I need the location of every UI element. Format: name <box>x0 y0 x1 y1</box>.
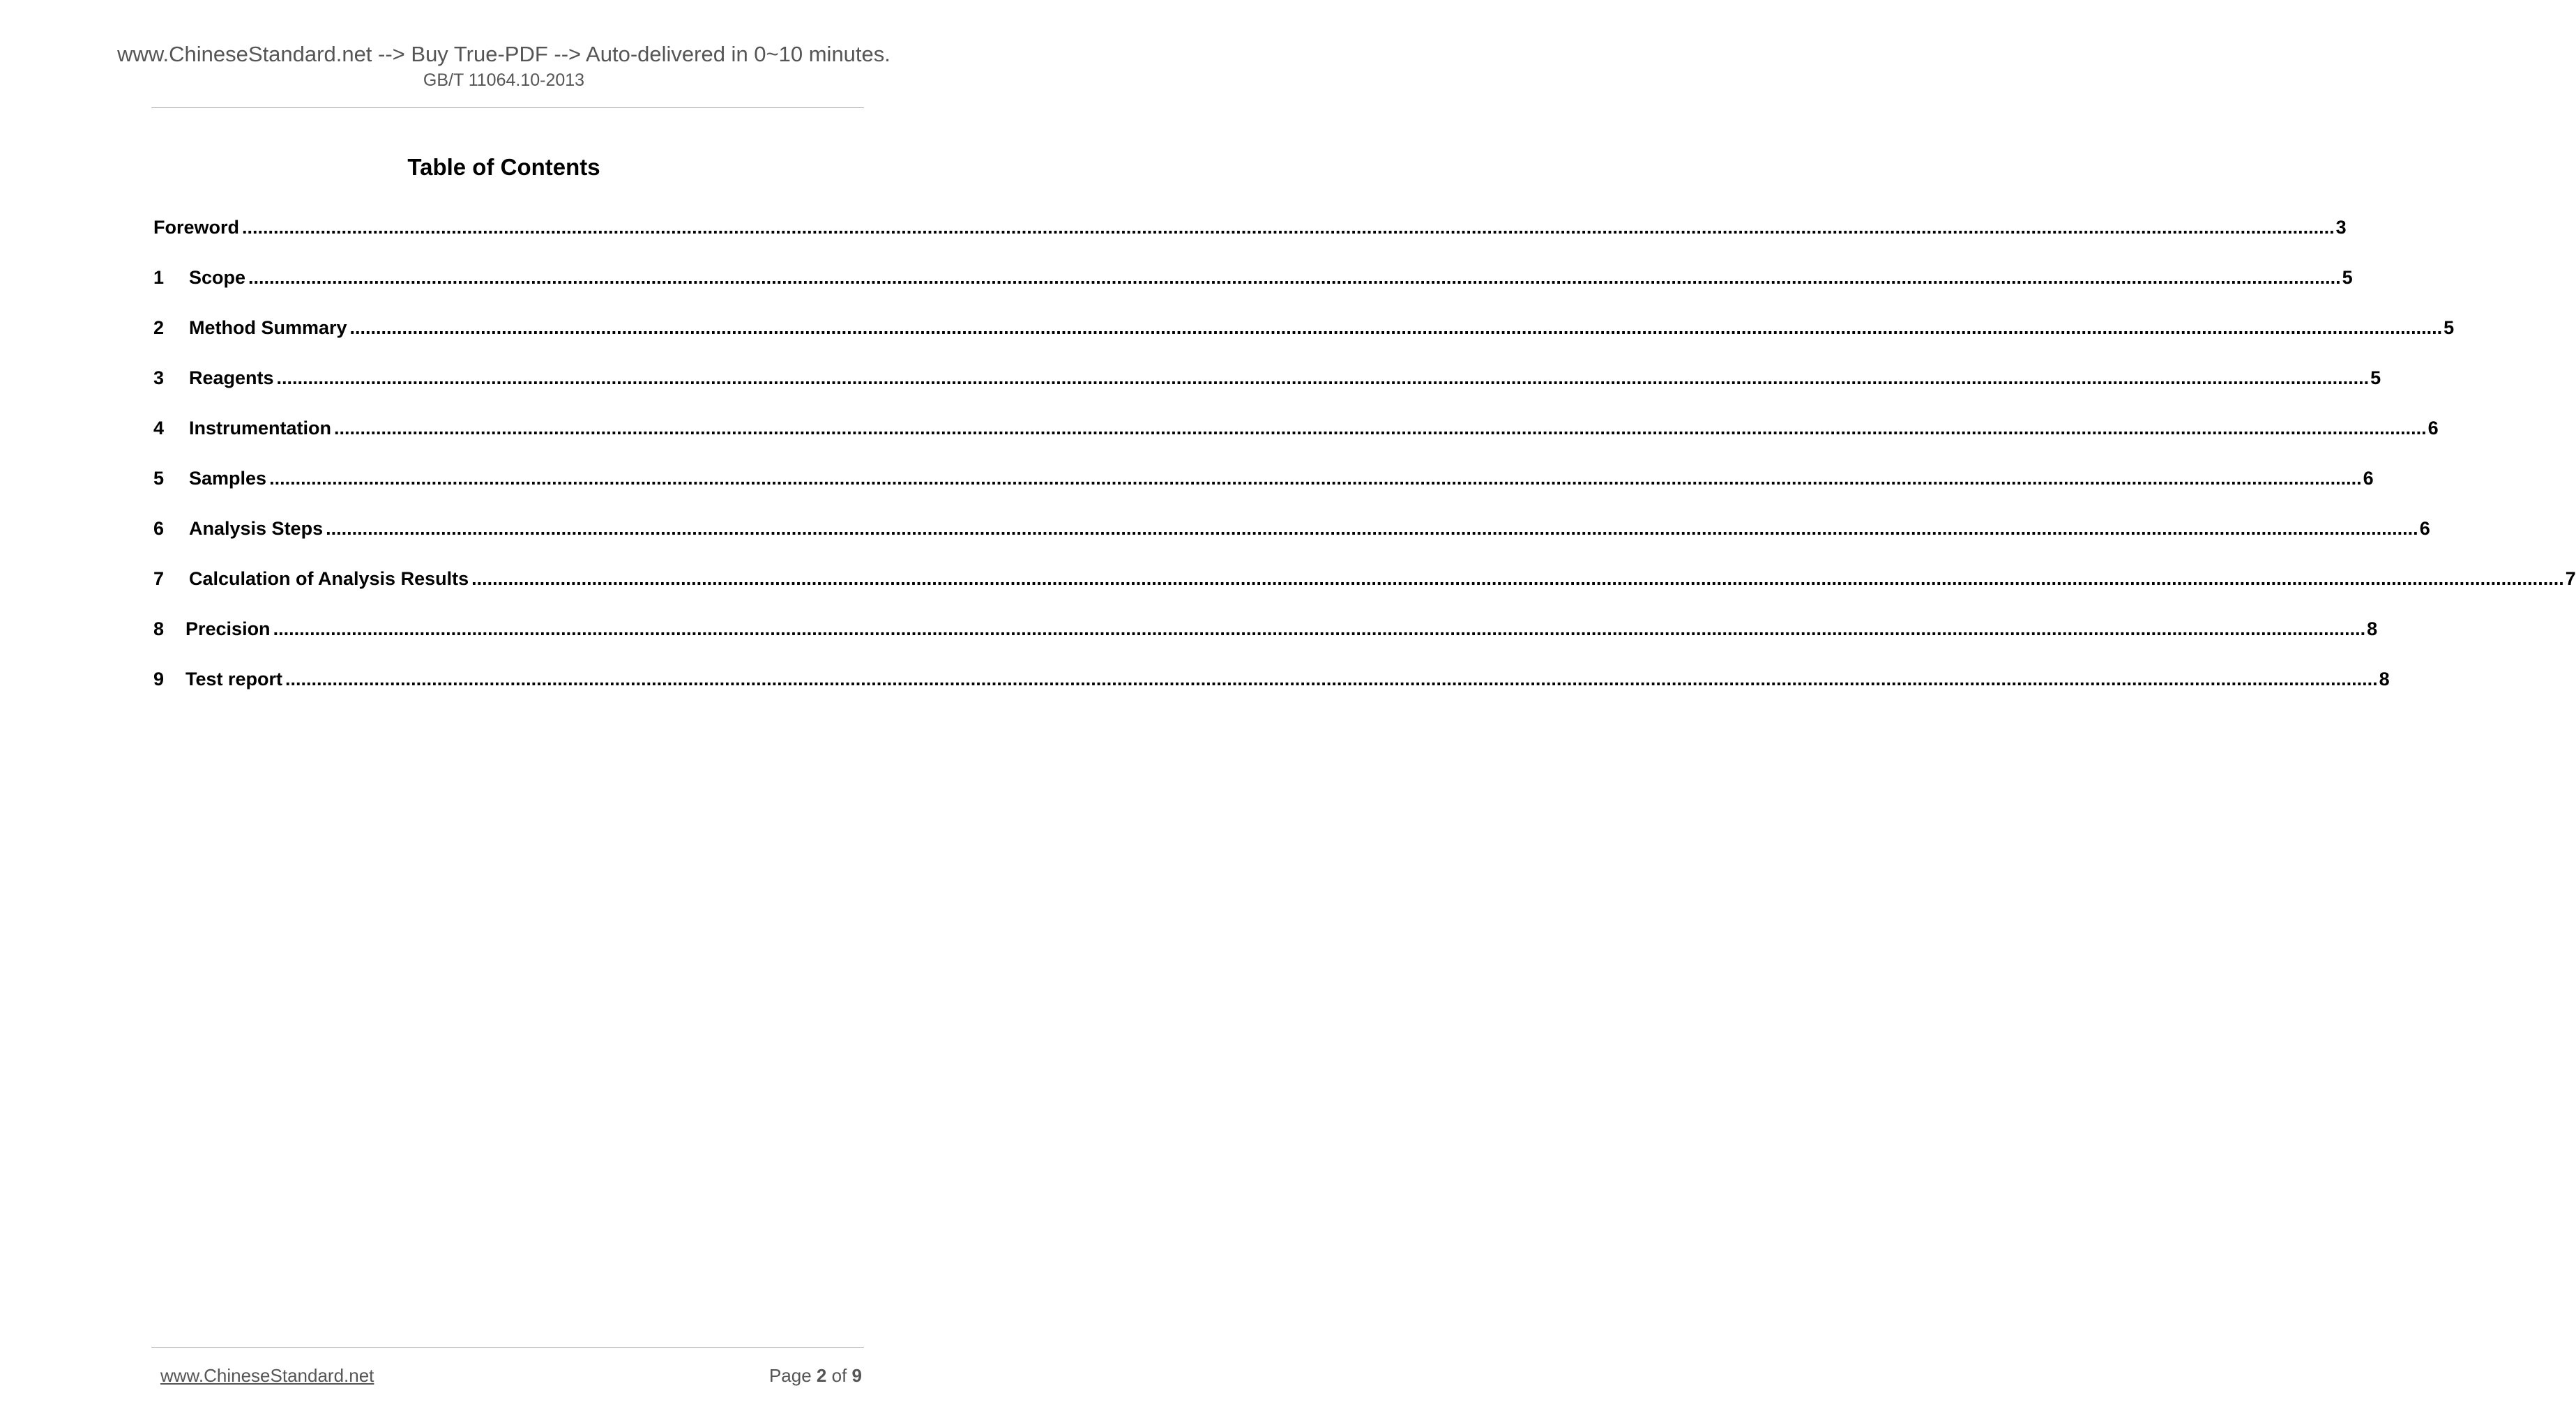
toc-entry-test-report[interactable] <box>153 661 2390 711</box>
toc-entry-page: 8 <box>2379 669 2390 689</box>
toc-entry-number: 4 <box>153 418 165 439</box>
toc-entry-page: 5 <box>2342 267 2353 288</box>
toc-entry-page: 3 <box>2335 217 2347 238</box>
toc-entry-number: 3 <box>153 367 165 388</box>
toc-entry-number: 6 <box>153 518 165 539</box>
toc-leader-dots: ................................................................................................................................................................................................................................................................................................................................................................................................................ <box>285 669 2378 689</box>
toc-entry-page: 6 <box>2363 468 2374 489</box>
toc-entry-method-summary[interactable] <box>153 310 2455 360</box>
toc-entry-scope[interactable] <box>153 259 2353 310</box>
toc-entry-number: 2 <box>153 317 165 338</box>
toc-entry-calculation[interactable] <box>153 561 2576 611</box>
header-divider <box>151 107 864 108</box>
toc-entry-label: Samples <box>189 468 267 489</box>
toc-leader-dots: ................................................................................................................................................................................................................................................................................................................................................................................................................ <box>349 317 2443 338</box>
toc-leader-dots: ................................................................................................................................................................................................................................................................................................................................................................................................................ <box>269 468 2362 489</box>
toc-leader-dots: ................................................................................................................................................................................................................................................................................................................................................................................................................ <box>326 518 2418 539</box>
toc-entry-samples[interactable] <box>153 460 2374 510</box>
toc-entry-label: Test report <box>185 669 283 689</box>
toc-entry-label: Foreword <box>153 217 240 238</box>
toc-entry-label: Instrumentation <box>189 418 332 439</box>
toc-leader-dots: ................................................................................................................................................................................................................................................................................................................................................................................................................ <box>273 618 2366 639</box>
toc-entry-label: Scope <box>189 267 246 288</box>
toc-leader-dots: ................................................................................................................................................................................................................................................................................................................................................................................................................ <box>248 267 2341 288</box>
toc-leader-dots: ................................................................................................................................................................................................................................................................................................................................................................................................................ <box>334 418 2427 439</box>
toc-entry-number: 5 <box>153 468 165 489</box>
page-header <box>0 40 1008 92</box>
toc-leader-dots: ................................................................................................................................................................................................................................................................................................................................................................................................................ <box>471 568 2564 589</box>
toc-leader-dots: ................................................................................................................................................................................................................................................................................................................................................................................................................ <box>276 367 2370 388</box>
current-page-number: 2 <box>816 1365 827 1386</box>
toc-entry-page: 5 <box>2370 367 2381 388</box>
footer-site-link[interactable]: www.ChineseStandard.net <box>160 1365 374 1386</box>
toc-entry-number: 7 <box>153 568 165 589</box>
toc-entry-page: 6 <box>2419 518 2430 539</box>
toc-title: Table of Contents <box>407 154 600 180</box>
header-banner: www.ChineseStandard.net --> Buy True-PDF --> Auto-delivered in 0~10 minutes. <box>117 42 891 66</box>
toc-entry-precision[interactable] <box>153 611 2378 661</box>
page-of: of <box>831 1365 847 1386</box>
toc-list <box>153 209 2576 711</box>
toc-entry-reagents[interactable] <box>153 360 2381 410</box>
total-pages-number: 9 <box>851 1365 862 1386</box>
standard-code: GB/T 11064.10-2013 <box>423 70 585 90</box>
toc-entry-number: 8 <box>153 618 165 639</box>
page-indicator <box>769 1363 862 1388</box>
page-prefix: Page <box>768 1365 812 1386</box>
toc-entry-instrumentation[interactable] <box>153 410 2439 460</box>
toc-entry-label: Analysis Steps <box>189 518 324 539</box>
footer-divider <box>151 1347 864 1348</box>
toc-entry-foreword[interactable] <box>153 209 2347 259</box>
toc-entry-page: 6 <box>2427 418 2439 439</box>
toc-entry-page: 8 <box>2367 618 2378 639</box>
toc-entry-number: 9 <box>153 669 165 689</box>
toc-entry-page: 5 <box>2444 317 2455 338</box>
toc-entry-label: Calculation of Analysis Results <box>189 568 469 589</box>
toc-entry-number: 1 <box>153 267 165 288</box>
toc-entry-label: Reagents <box>189 367 274 388</box>
toc-entry-label: Precision <box>185 618 271 639</box>
toc-entry-label: Method Summary <box>189 317 347 338</box>
toc-leader-dots: ................................................................................................................................................................................................................................................................................................................................................................................................................ <box>242 217 2335 238</box>
toc-entry-analysis-steps[interactable] <box>153 510 2430 561</box>
toc-entry-page: 7 <box>2565 568 2576 589</box>
